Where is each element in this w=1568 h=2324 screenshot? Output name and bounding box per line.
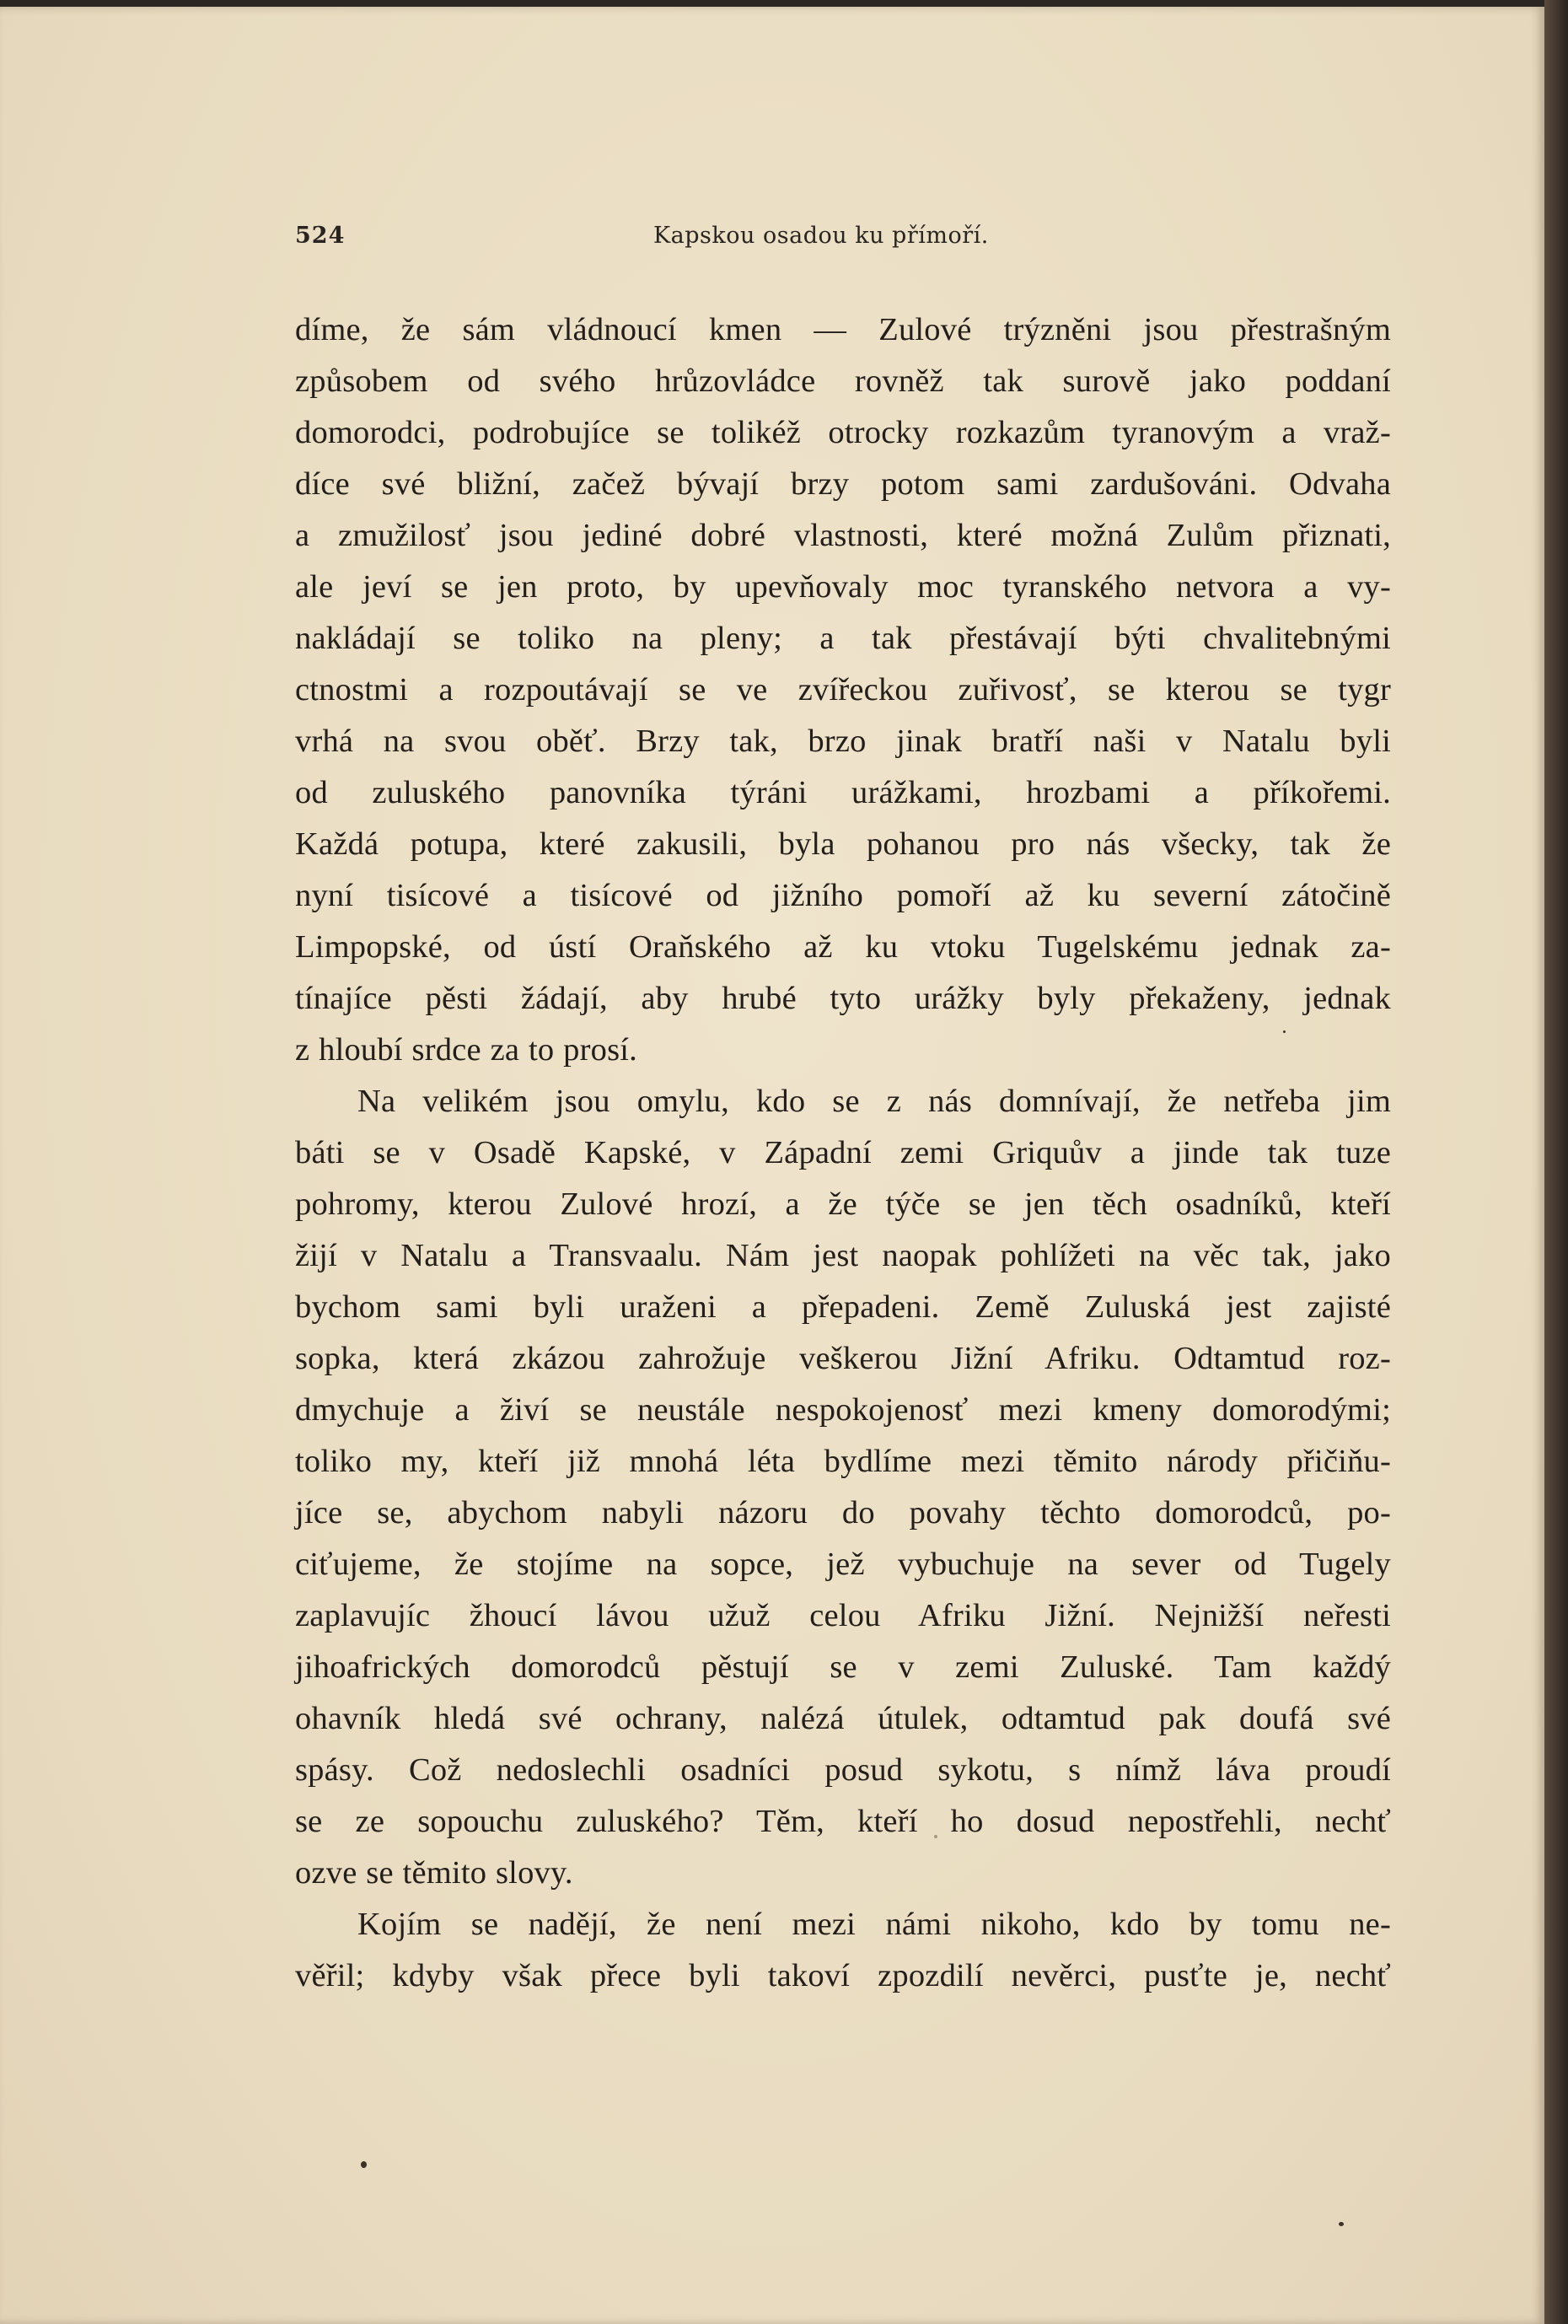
- page-header: [295, 223, 1391, 256]
- text-line: vrhá na svou oběť. Brzy tak, brzo jinak bratří naši v Natalu byli: [295, 724, 1391, 759]
- ink-speck: [1339, 2222, 1344, 2226]
- text-line: domorodci, podrobujíce se tolikéž otrocky rozkazům tyranovým a vraž-: [295, 415, 1391, 450]
- paragraph-first-line: Kojím se nadějí, že není mezi námi nikoho, kdo by tomu ne-: [357, 1907, 1391, 1942]
- running-title: Kapskou osadou ku přímoří.: [653, 223, 989, 249]
- text-line: způsobem od svého hrůzovládce rovněž tak surově jako poddaní: [295, 363, 1391, 399]
- text-line: dmychuje a živí se neustále nespokojenosť mezi kmeny domorodými;: [295, 1392, 1391, 1428]
- text-line: nyní tisícové a tisícové od jižního pomoří až ku severní zátočině: [295, 878, 1391, 913]
- text-line: ctnostmi a rozpoutávají se ve zvířeckou zuřivosť, se kterou se tygr: [295, 672, 1391, 707]
- text-line: díce své bližní, začež bývají brzy potom sami zardušováni. Odvaha: [295, 466, 1391, 502]
- text-line: zaplavujíc žhoucí lávou užuž celou Afriku Jižní. Nejnižší neřesti: [295, 1598, 1391, 1633]
- paragraph-last-line: z hloubí srdce za to prosí.: [295, 1032, 637, 1068]
- text-line: věřil; kdyby však přece byli takoví zpozdilí nevěrci, pusťte je, nechť: [295, 1958, 1391, 1993]
- text-line: báti se v Osadě Kapské, v Západní zemi Griquův a jinde tak tuze: [295, 1135, 1391, 1170]
- text-line: a zmužilosť jsou jediné dobré vlastnosti, které možná Zulům přiznati,: [295, 518, 1391, 553]
- ink-speck: [1283, 1030, 1286, 1033]
- text-line: ohavník hledá své ochrany, nalézá útulek, odtamtud pak doufá své: [295, 1701, 1391, 1736]
- text-line: toliko my, kteří již mnohá léta bydlíme mezi těmito národy přičiňu-: [295, 1444, 1391, 1479]
- text-line: díme, že sám vládnoucí kmen — Zulové trýzněni jsou přestrašným: [295, 312, 1391, 347]
- text-line: od zuluského panovníka týráni urážkami, hrozbami a příkořemi.: [295, 775, 1391, 810]
- ink-speck: [934, 1835, 937, 1838]
- text-line: jíce se, abychom nabyli názoru do povahy těchto domorodců, po-: [295, 1495, 1391, 1531]
- paragraph-last-line: ozve se těmito slovy.: [295, 1855, 573, 1891]
- text-line: tínajíce pěsti žádají, aby hrubé tyto urážky byly překaženy, jednak: [295, 981, 1391, 1016]
- paragraph-first-line: Na velikém jsou omylu, kdo se z nás domnívají, že netřeba jim: [357, 1084, 1391, 1119]
- text-line: nakládají se toliko na pleny; a tak přestávají býti chvalitebnými: [295, 621, 1391, 656]
- text-line: pohromy, kterou Zulové hrozí, a že týče se jen těch osadníků, kteří: [295, 1186, 1391, 1222]
- text-line: Každá potupa, které zakusili, byla pohanou pro nás všecky, tak že: [295, 826, 1391, 862]
- text-line: jihoafrických domorodců pěstují se v zemi Zuluské. Tam každý: [295, 1649, 1391, 1685]
- page-number: 524: [295, 223, 346, 249]
- text-line: bychom sami byli uraženi a přepadeni. Země Zuluská jest zajisté: [295, 1289, 1391, 1325]
- book-page: [0, 7, 1544, 2324]
- text-line: ciťujeme, že stojíme na sopce, jež vybuchuje na sever od Tugely: [295, 1547, 1391, 1582]
- text-line: sopka, která zkázou zahrožuje veškerou Jižní Afriku. Odtamtud roz-: [295, 1341, 1391, 1376]
- text-line: se ze sopouchu zuluského? Těm, kteří ho dosud nepostřehli, nechť: [295, 1804, 1391, 1839]
- text-line: žijí v Natalu a Transvaalu. Nám jest naopak pohlížeti na věc tak, jako: [295, 1238, 1391, 1273]
- text-line: spásy. Což nedoslechli osadníci posud sykotu, s nímž láva proudí: [295, 1752, 1391, 1788]
- text-line: Limpopské, od ústí Oraňského až ku vtoku Tugelskému jednak za-: [295, 929, 1391, 965]
- book-spine-edge: [1544, 0, 1568, 2324]
- text-line: ale jeví se jen proto, by upevňovaly moc tyranského netvora a vy-: [295, 569, 1391, 605]
- body-text: [295, 304, 1391, 2002]
- ink-speck: [361, 2161, 367, 2168]
